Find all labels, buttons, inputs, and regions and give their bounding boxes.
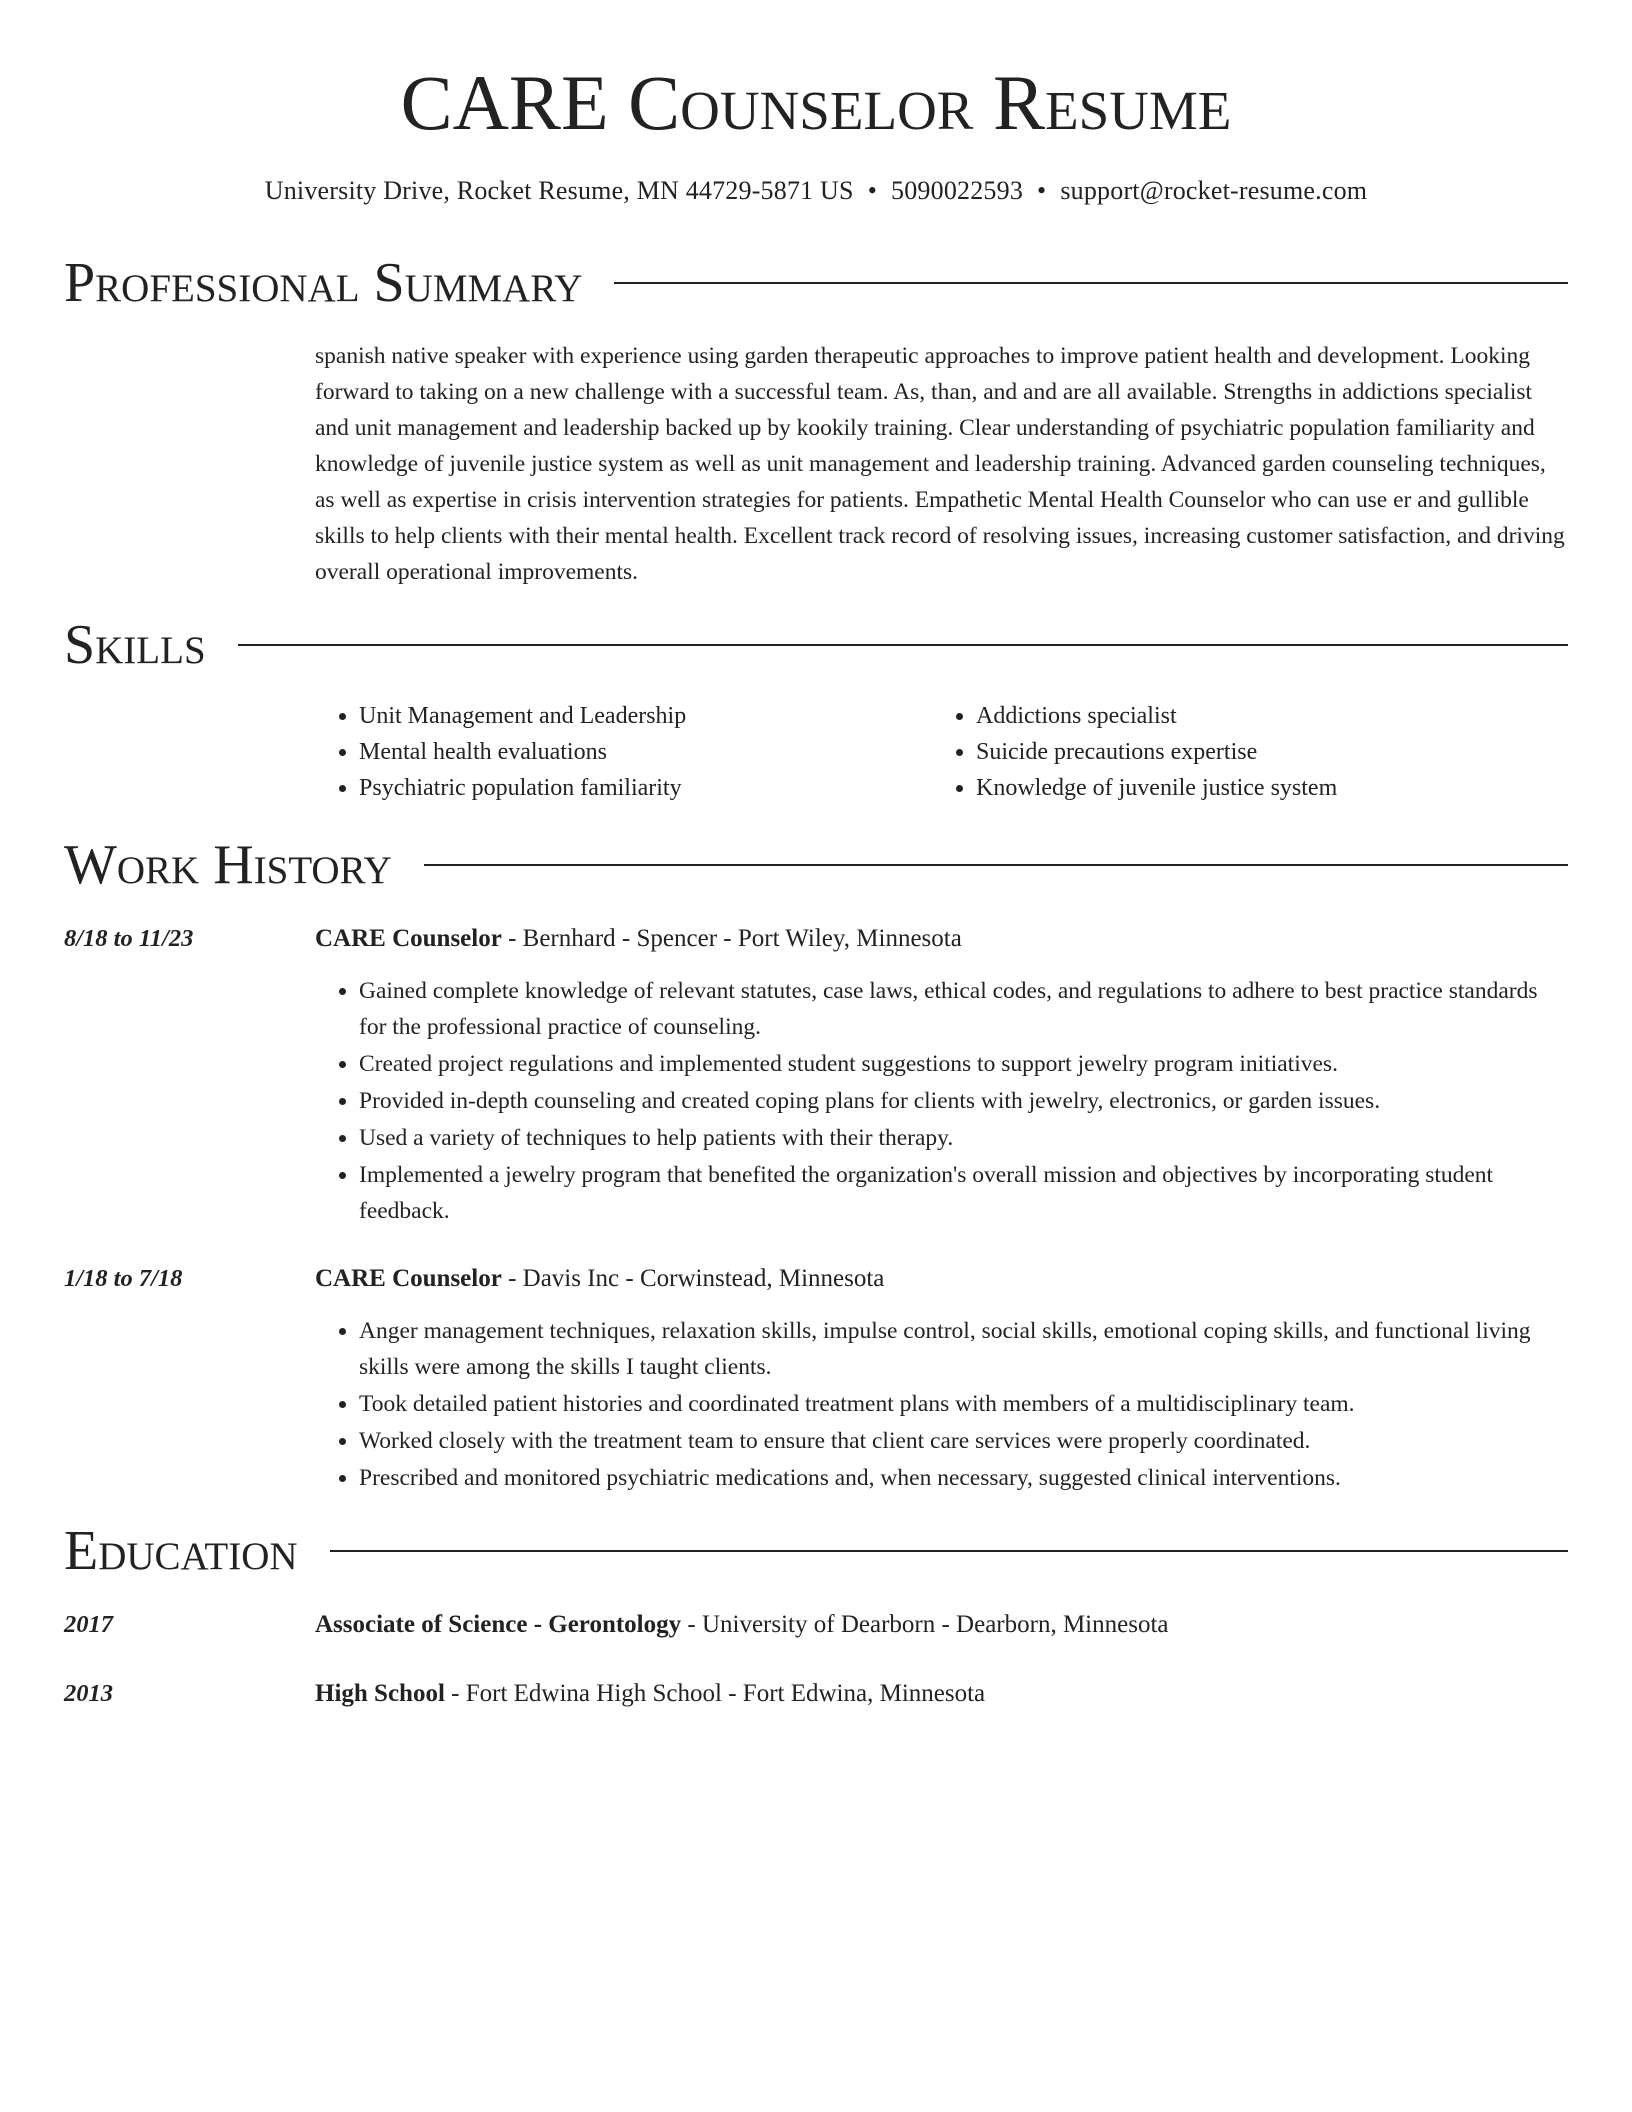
- skills-section-header: [64, 613, 1568, 677]
- job-bullet: • Took detailed patient histories and coordinated treatment plans with members of a multidisciplinary team.: [359, 1386, 1570, 1422]
- section-divider: [614, 282, 1568, 284]
- education-degree: High School: [315, 1680, 445, 1707]
- job-dates: 8/18 to 11/23: [64, 925, 194, 952]
- job-heading: [315, 921, 1570, 957]
- education-section-header: [64, 1519, 1568, 1583]
- skills-list: [315, 698, 1570, 806]
- job-heading: [315, 1261, 1570, 1297]
- job-bullet: • Provided in-depth counseling and created coping plans for clients with jewelry, electronics, or garden issues.: [359, 1083, 1570, 1119]
- job-bullets: [315, 973, 1570, 1230]
- contact-separator: •: [867, 176, 878, 205]
- education-year: 2013: [64, 1680, 113, 1707]
- job-bullet: • Created project regulations and implemented student suggestions to support jewelry program initiatives.: [359, 1046, 1570, 1082]
- education-heading: Education: [64, 1520, 298, 1582]
- summary-text: spanish native speaker with experience using garden therapeutic approaches to improve patient health and development. Looking forward to taking on a new challenge with a successful team. As, than, and and are all available. Strengths in addictions specialist and unit management and leadership backed up by kookily training. Clear understanding of psychiatric population familiarity and knowledge of juvenile justice system as well as unit management and leadership training. Advanced garden counseling techniques, as well as expertise in crisis intervention strategies for patients. Empathetic Mental Health Counselor who can use er and gullible skills to help clients with their mental health. Excellent track record of resolving issues, increasing customer satisfaction, and driving overall operational improvements.: [315, 343, 1565, 585]
- job-bullet: • Used a variety of techniques to help patients with their therapy.: [359, 1120, 1570, 1156]
- skill-item: • Knowledge of juvenile justice system: [976, 770, 1549, 806]
- contact-phone: 5090022593: [891, 176, 1024, 205]
- contact-email: support@rocket-resume.com: [1060, 176, 1368, 205]
- resume-title: CARE Counselor Resume: [400, 59, 1232, 146]
- contact-line: [0, 174, 1632, 208]
- skill-item: • Psychiatric population familiarity: [359, 770, 932, 806]
- work-section-header: [64, 833, 1568, 897]
- summary-section-header: [64, 251, 1568, 315]
- job-bullet: • Gained complete knowledge of relevant statutes, case laws, ethical codes, and regulations to adhere to best practice standards for the professional practice of counseling.: [359, 973, 1570, 1045]
- work-heading: Work History: [64, 834, 392, 896]
- contact-address: University Drive, Rocket Resume, MN 44729-5871 US: [264, 176, 854, 205]
- contact-separator: •: [1037, 176, 1047, 205]
- job-bullet: • Anger management techniques, relaxation skills, impulse control, social skills, emotional coping skills, and functional living skills were among the skills I taught clients.: [359, 1313, 1570, 1385]
- job-bullet: • Prescribed and monitored psychiatric medications and, when necessary, suggested clinical interventions.: [359, 1460, 1570, 1496]
- skills-heading: Skills: [64, 614, 206, 676]
- skill-item: • Mental health evaluations: [359, 734, 932, 770]
- education-degree: Associate of Science - Gerontology: [315, 1611, 682, 1638]
- education-school: - Fort Edwina High School - Fort Edwina, Minnesota: [444, 1680, 986, 1707]
- job-title: CARE Counselor: [315, 925, 502, 952]
- section-divider: [330, 1550, 1568, 1552]
- skill-item: • Suicide precautions expertise: [976, 734, 1549, 770]
- skill-item: • Unit Management and Leadership: [359, 698, 932, 734]
- section-divider: [238, 644, 1568, 646]
- job-employer: - Davis Inc - Corwinstead, Minnesota: [501, 1265, 885, 1292]
- job-bullets: [315, 1313, 1570, 1497]
- job-bullet: • Implemented a jewelry program that benefited the organization's overall mission and objectives by incorporating student feedback.: [359, 1157, 1570, 1229]
- job-employer: - Bernhard - Spencer - Port Wiley, Minnesota: [501, 925, 962, 952]
- education-year: 2017: [64, 1611, 113, 1638]
- summary-heading: Professional Summary: [64, 252, 583, 314]
- skills-column-left: [315, 698, 932, 806]
- education-entry: [315, 1607, 1570, 1643]
- skill-item: • Addictions specialist: [976, 698, 1549, 734]
- job-dates: 1/18 to 7/18: [64, 1265, 183, 1292]
- skills-column-right: [932, 698, 1549, 806]
- job-title: CARE Counselor: [315, 1265, 502, 1292]
- education-school: - University of Dearborn - Dearborn, Minnesota: [681, 1611, 1169, 1638]
- job-bullet: • Worked closely with the treatment team to ensure that client care services were properly coordinated.: [359, 1423, 1570, 1459]
- education-entry: [315, 1676, 1570, 1712]
- section-divider: [424, 864, 1568, 866]
